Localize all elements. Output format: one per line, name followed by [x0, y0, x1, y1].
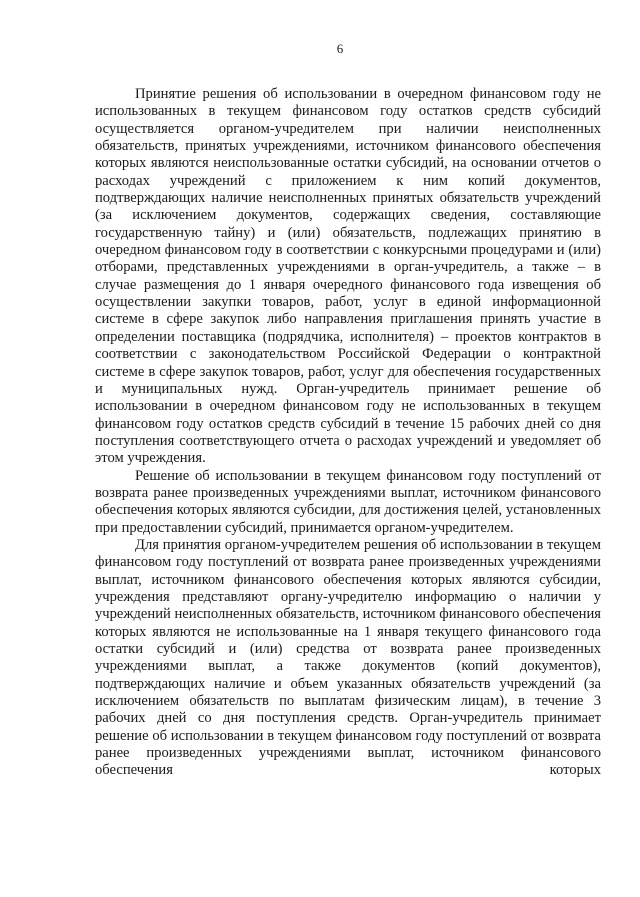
page-number: 6 — [336, 41, 344, 56]
paragraph-unused-subsidy-balances: Принятие решения об использовании в очередном финансовом году не использованных в текущем финансовом году остатков средств субсидий осуществляется органом-учредителем при наличии неисполненных обязательств, принятых учреждениями, источником финансового обеспечения которых являются неиспользованные остатки субсидий, на основании отчетов о расходах учреждений с приложением к ним копий документов, подтверждающих наличие неисполненных принятых обязательств учреждений (за исключением документов, содержащих сведения, составляющие государственную тайну) и (или) обязательств, подлежащих принятию в очередном финансовом году в соответствии с конкурсными процедурами и (или) отборами, представленных учреждениями в орган-учредитель, а также – в случае размещения до 1 января очередного финансового года извещения об осуществлении закупки товаров, работ, услуг в единой информационной системе в сфере закупок либо направления приглашения принять участие в определении поставщика (подрядчика, исполнителя) – проектов контрактов в соответствии с законодательством Российской Федерации о контрактной системе в сфере закупок товаров, работ, услуг для обеспечения государственных и муниципальных нужд. Орган-учредитель принимает решение об использовании в очередном финансовом году не использованных в текущем финансовом году остатков средств субсидий в течение 15 рабочих дней со дня поступления соответствующего отчета о расходах учреждений и уведомляет об этом учреждения. — [95, 86, 601, 467]
document-body — [95, 86, 601, 780]
paragraph-refund-usage-decision: Решение об использовании в текущем финансовом году поступлений от возврата ранее произведенных учреждениями выплат, источником финансового обеспечения которых являются субсидии, для достижения целей, установленных при предоставлении субсидий, принимается органом-учредителем. — [95, 467, 601, 536]
paragraph-refund-usage-procedure: Для принятия органом-учредителем решения об использовании в текущем финансовом году поступлений от возврата ранее произведенных учреждениями выплат, источником финансового обеспечения которых являются субсидии, учреждения представляют органу-учредителю информацию о наличии у учреждений неисполненных обязательств, источником финансового обеспечения которых являются не использованные на 1 января текущего финансового года остатки субсидий и (или) средства от возврата ранее произведенных учреждениями выплат, а также документов (копий документов), подтверждающих наличие и объем указанных обязательств учреждений (за исключением обязательств по выплатам физическим лицам), в течение 3 рабочих дней со дня поступления средств. Орган-учредитель принимает решение об использовании в текущем финансовом году поступлений от возврата ранее произведенных учреждениями выплат, источником финансового обеспечения которых — [95, 536, 601, 779]
